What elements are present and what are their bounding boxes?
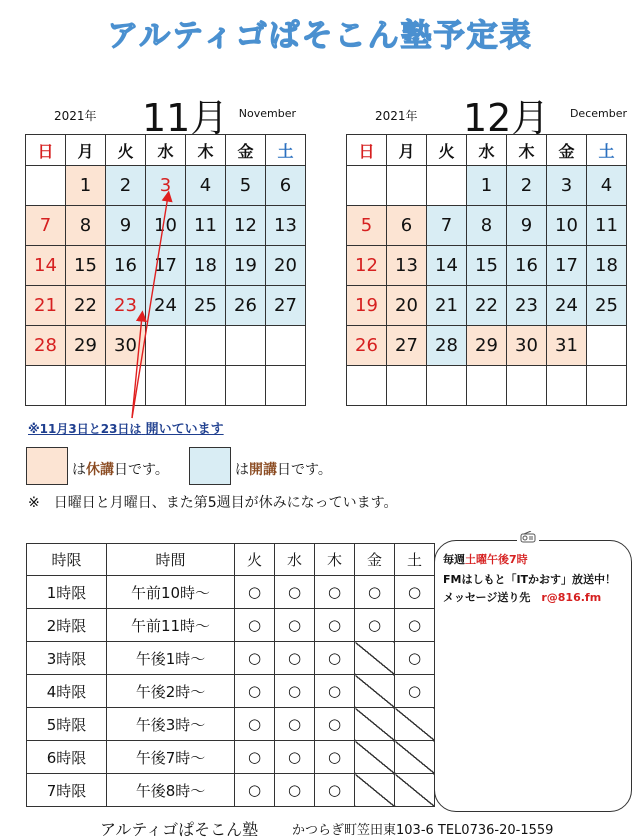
closed-slot-cell [395, 774, 435, 807]
calendar-day-cell: 20 [266, 246, 306, 286]
calendar-day-cell: 28 [427, 326, 467, 366]
weekday-header: 月 [387, 135, 427, 166]
schedule-row [27, 741, 435, 774]
open-slot-cell: ○ [235, 741, 275, 774]
open-slot-cell: ○ [275, 708, 315, 741]
open-slot-cell: ○ [315, 708, 355, 741]
calendar-day-cell: 9 [106, 206, 146, 246]
radio-email: r@816.fm [541, 591, 602, 604]
calendar-day-cell: 30 [507, 326, 547, 366]
legend-keyword: 休講 [86, 462, 114, 478]
open-slot-cell: ○ [235, 774, 275, 807]
period-cell: 2時限 [27, 609, 107, 642]
schedule-table [26, 543, 435, 807]
weekday-header: 水 [467, 135, 507, 166]
open-slot-cell: ○ [315, 675, 355, 708]
time-cell: 午前10時～ [107, 576, 235, 609]
weekday-header: 土 [587, 135, 627, 166]
calendar-day-cell: 21 [26, 286, 66, 326]
calendar-day-cell: 8 [467, 206, 507, 246]
calendar-day-cell: 29 [467, 326, 507, 366]
calendar-day-cell: 13 [266, 206, 306, 246]
calendar-day-cell: 3 [547, 166, 587, 206]
month-label: 11月 [142, 96, 229, 140]
weekday-header: 木 [186, 135, 226, 166]
open-slot-cell: ○ [275, 675, 315, 708]
open-slot-cell: ○ [275, 774, 315, 807]
calendar-day-cell: 23 [507, 286, 547, 326]
open-slot-cell: ○ [355, 609, 395, 642]
calendar-day-cell: 7 [427, 206, 467, 246]
legend-text-part: は [235, 462, 249, 478]
calendar-day-cell: 26 [226, 286, 266, 326]
open-slot-cell: ○ [235, 642, 275, 675]
calendar-day-cell: 5 [347, 206, 387, 246]
weekday-header: 火 [427, 135, 467, 166]
closed-slot-cell [355, 708, 395, 741]
calendar-day-cell: 20 [387, 286, 427, 326]
calendar-day-cell: 16 [106, 246, 146, 286]
open-slot-cell: ○ [275, 609, 315, 642]
schedule-row [27, 675, 435, 708]
calendar-day-cell: 14 [427, 246, 467, 286]
open-slot-cell: ○ [315, 642, 355, 675]
closed-slot-cell [355, 774, 395, 807]
time-cell: 午後3時～ [107, 708, 235, 741]
calendar-day-cell: 10 [547, 206, 587, 246]
time-cell: 午後8時～ [107, 774, 235, 807]
time-cell: 午後2時～ [107, 675, 235, 708]
time-cell: 午後1時～ [107, 642, 235, 675]
time-cell: 午前11時～ [107, 609, 235, 642]
open-slot-cell: ○ [315, 609, 355, 642]
calendar-day-cell: 4 [587, 166, 627, 206]
calendar-day-cell: 13 [387, 246, 427, 286]
open-slot-cell: ○ [235, 708, 275, 741]
open-slot-cell: ○ [355, 576, 395, 609]
month-english: December [569, 107, 627, 120]
open-slot-cell: ○ [395, 576, 435, 609]
radio-info-box [434, 540, 632, 812]
weekday-header: 土 [266, 135, 306, 166]
schedule-row [27, 774, 435, 807]
calendar-day-cell: 15 [467, 246, 507, 286]
open-slot-cell: ○ [275, 576, 315, 609]
calendar-day-cell: 25 [587, 286, 627, 326]
holiday-open-note [28, 418, 224, 437]
note-prefix: ※11月3日と23日は [28, 422, 142, 436]
closed-slot-cell [395, 741, 435, 774]
weekday-header: 水 [146, 135, 186, 166]
open-slot-cell: ○ [275, 741, 315, 774]
footer-name: アルティゴぱそこん塾 [100, 820, 259, 839]
calendar-day-cell: 22 [467, 286, 507, 326]
calendar-day-cell: 15 [66, 246, 106, 286]
schedule-row [27, 609, 435, 642]
radio-line-1 [443, 551, 528, 567]
calendar-day-cell: 11 [186, 206, 226, 246]
calendar-day-cell: 3 [146, 166, 186, 206]
calendar-day-cell: 2 [106, 166, 146, 206]
calendar-day-cell: 24 [146, 286, 186, 326]
schedule-row [27, 642, 435, 675]
calendar-day-cell: 30 [106, 326, 146, 366]
calendar-day-cell: 27 [387, 326, 427, 366]
legend-rest-text [72, 459, 169, 479]
period-cell: 1時限 [27, 576, 107, 609]
schedule-header: 金 [355, 544, 395, 576]
calendar-day-cell: 8 [66, 206, 106, 246]
period-cell: 6時限 [27, 741, 107, 774]
calendar-day-cell: 9 [507, 206, 547, 246]
calendar-day-cell: 7 [26, 206, 66, 246]
calendar-day-cell: 25 [186, 286, 226, 326]
radio-icon [517, 531, 539, 546]
calendar-day-cell: 18 [186, 246, 226, 286]
schedule-row [27, 576, 435, 609]
calendar-day-cell: 4 [186, 166, 226, 206]
schedule-header: 火 [235, 544, 275, 576]
period-cell: 7時限 [27, 774, 107, 807]
open-slot-cell: ○ [235, 609, 275, 642]
legend-keyword: 開講 [249, 462, 277, 478]
footer-address: かつらぎ町笠田東103-6 TEL0736-20-1559 [292, 823, 554, 838]
schedule-row [27, 708, 435, 741]
calendar-day-cell: 22 [66, 286, 106, 326]
schedule-header: 木 [315, 544, 355, 576]
open-slot-cell: ○ [315, 774, 355, 807]
weekday-header: 日 [347, 135, 387, 166]
closed-slot-cell [355, 675, 395, 708]
calendar-day-cell: 17 [547, 246, 587, 286]
calendar-day-cell: 28 [26, 326, 66, 366]
calendar-day-cell: 27 [266, 286, 306, 326]
calendar-day-cell: 12 [347, 246, 387, 286]
arrow-to-nov-3 [132, 196, 168, 418]
legend-open-text [235, 459, 332, 479]
radio-line-2: FMはしもと「ITかおす」放送中！ [443, 573, 617, 586]
calendar-day-cell: 29 [66, 326, 106, 366]
open-slot-cell: ○ [395, 642, 435, 675]
weekday-header: 日 [26, 135, 66, 166]
calendar-day-cell: 19 [226, 246, 266, 286]
schedule-header: 土 [395, 544, 435, 576]
closed-slot-cell [355, 642, 395, 675]
note-emphasis: 開いています [145, 422, 224, 437]
weekday-header: 金 [547, 135, 587, 166]
calendar-day-cell: 2 [507, 166, 547, 206]
calendar-day-cell: 31 [547, 326, 587, 366]
open-slot-cell: ○ [315, 741, 355, 774]
legend-text-part: は [72, 462, 86, 478]
closed-slot-cell [355, 741, 395, 774]
weekday-header: 火 [106, 135, 146, 166]
legend-text-part: 日です。 [277, 462, 332, 478]
schedule-header: 時間 [107, 544, 235, 576]
legend-open-swatch [189, 447, 231, 485]
period-cell: 4時限 [27, 675, 107, 708]
legend-rest-swatch [26, 447, 68, 485]
calendar-day-cell: 1 [66, 166, 106, 206]
calendar-day-cell: 19 [347, 286, 387, 326]
schedule-header: 時限 [27, 544, 107, 576]
weekday-header: 木 [507, 135, 547, 166]
month-label: 12月 [463, 96, 550, 140]
radio-line-3 [443, 589, 601, 605]
open-slot-cell: ○ [235, 675, 275, 708]
radio-text: メッセージ送り先 [443, 591, 531, 604]
month-english: November [238, 107, 296, 120]
weekday-header: 金 [226, 135, 266, 166]
schedule-header: 水 [275, 544, 315, 576]
calendar-day-cell: 6 [266, 166, 306, 206]
calendar-day-cell: 23 [106, 286, 146, 326]
year-label: 2021年 [54, 109, 97, 123]
time-cell: 午後7時～ [107, 741, 235, 774]
calendar-day-cell: 12 [226, 206, 266, 246]
calendar-day-cell: 14 [26, 246, 66, 286]
open-slot-cell: ○ [275, 642, 315, 675]
closed-slot-cell [395, 708, 435, 741]
calendar-day-cell: 16 [507, 246, 547, 286]
open-slot-cell: ○ [395, 609, 435, 642]
period-cell: 5時限 [27, 708, 107, 741]
calendar-day-cell: 6 [387, 206, 427, 246]
open-slot-cell: ○ [315, 576, 355, 609]
calendar-day-cell: 1 [467, 166, 507, 206]
year-label: 2021年 [375, 109, 418, 123]
weekday-header: 月 [66, 135, 106, 166]
radio-text: 毎週 [443, 553, 465, 566]
open-slot-cell: ○ [395, 675, 435, 708]
calendar-day-cell: 24 [547, 286, 587, 326]
calendar-day-cell: 18 [587, 246, 627, 286]
legend-text-part: 日です。 [114, 462, 169, 478]
schedule-header-row [27, 544, 435, 576]
calendar-day-cell: 21 [427, 286, 467, 326]
period-cell: 3時限 [27, 642, 107, 675]
calendar-day-cell: 11 [587, 206, 627, 246]
open-slot-cell: ○ [235, 576, 275, 609]
page-title: アルティゴぱそこん塾予定表 [107, 18, 533, 54]
calendar-day-cell: 17 [146, 246, 186, 286]
calendar-day-cell: 10 [146, 206, 186, 246]
radio-time: 土曜午後7時 [465, 553, 528, 566]
calendar-day-cell: 26 [347, 326, 387, 366]
weekend-note: ※ 日曜日と月曜日、また第5週目が休みになっています。 [28, 495, 398, 511]
calendar-day-cell: 5 [226, 166, 266, 206]
